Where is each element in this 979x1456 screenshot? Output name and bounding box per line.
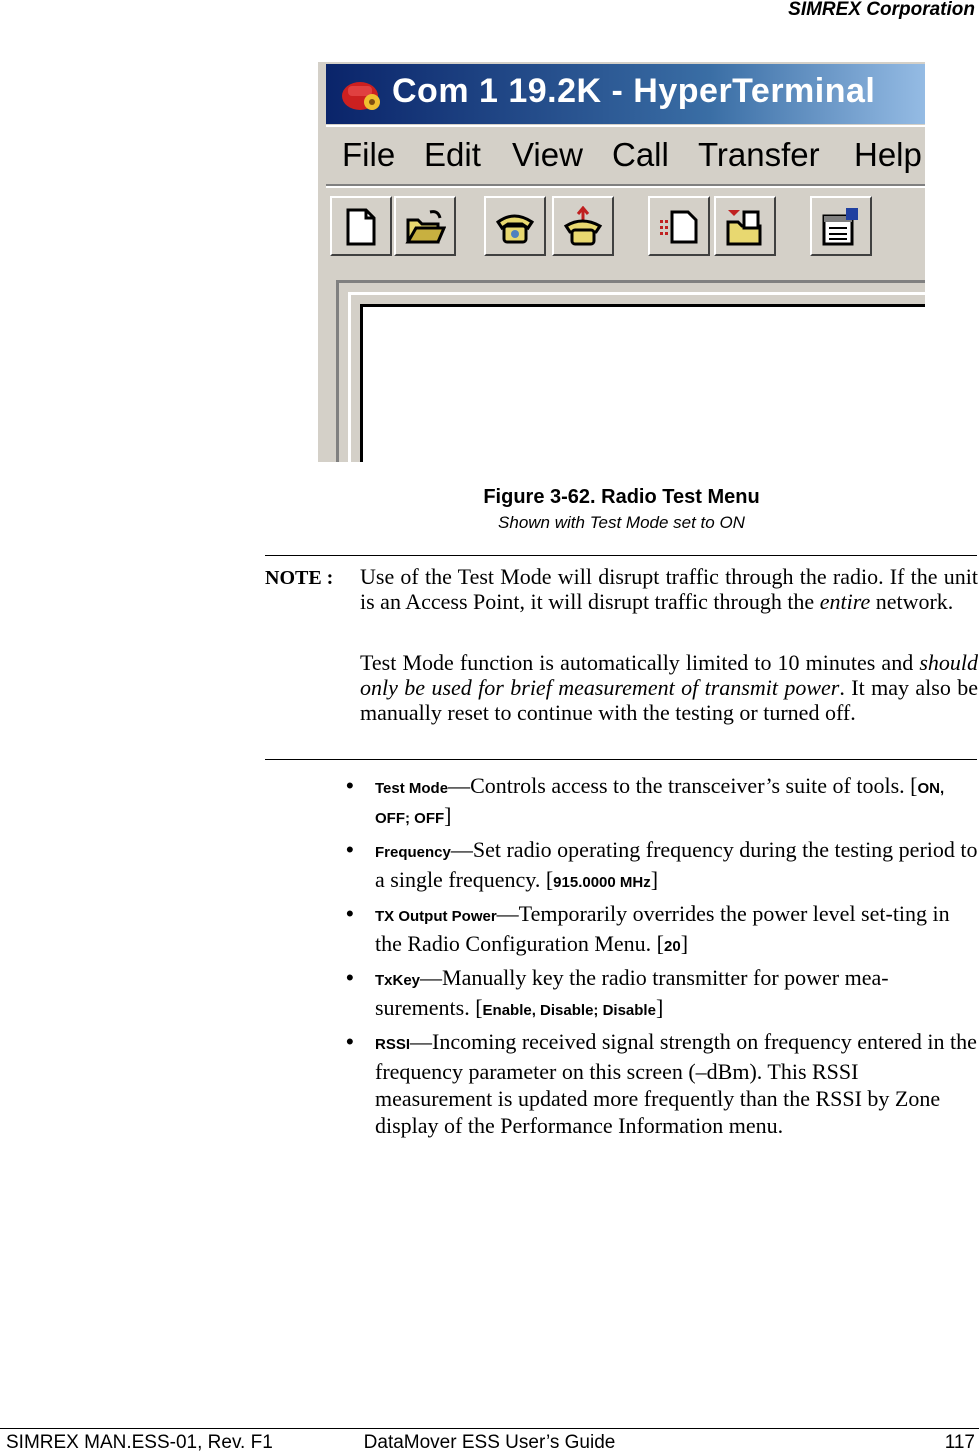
bullet-icon: • bbox=[346, 1029, 354, 1054]
item-term: Test Mode bbox=[375, 780, 449, 797]
menu-bar bbox=[326, 128, 925, 186]
item-text: —Temporarily overrides the power level set-ting in the Radio Configuration Menu. [ bbox=[375, 901, 950, 956]
bullet-icon: • bbox=[346, 965, 354, 990]
menu-transfer[interactable]: Transfer bbox=[698, 136, 820, 173]
item-close: ] bbox=[680, 931, 689, 956]
item-text: —Incoming received signal strength on frequency entered in the frequency parameter on this screen (–dBm). This RSSI measurement is updated more frequently than the RSSI by Zone display of the Performance Information menu. bbox=[375, 1029, 977, 1138]
bullet-icon: • bbox=[346, 901, 354, 926]
page-number: 117 bbox=[944, 1432, 975, 1453]
receive-icon bbox=[724, 206, 766, 248]
phone-dial-icon bbox=[562, 206, 604, 248]
note-p2-tail: . It may also be manually reset to continue with the testing or turned off. bbox=[360, 675, 978, 725]
parameter-list bbox=[340, 772, 978, 1146]
running-header: SIMREX Corporation bbox=[788, 0, 975, 20]
figure-caption-title: Figure 3-62. Radio Test Menu bbox=[483, 486, 760, 508]
note-label: NOTE : bbox=[265, 567, 334, 589]
terminal-area bbox=[326, 272, 925, 462]
menu-view[interactable]: View bbox=[512, 136, 583, 173]
item-close: ] bbox=[650, 867, 659, 892]
receive-button[interactable] bbox=[714, 196, 776, 256]
item-value: 915.0000 MHz bbox=[553, 874, 651, 891]
footer-title: DataMover ESS User’s Guide bbox=[363, 1432, 616, 1453]
item-term: TX Output Power bbox=[375, 908, 497, 925]
properties-icon bbox=[820, 206, 862, 248]
titlebar-divider bbox=[326, 125, 925, 127]
hyperterminal-app-icon bbox=[340, 72, 384, 116]
connect-button[interactable] bbox=[484, 196, 546, 256]
window-titlebar bbox=[326, 64, 925, 124]
item-term: TxKey bbox=[375, 972, 421, 989]
note-p1-emphasis: entire bbox=[819, 589, 871, 614]
toolbar bbox=[326, 192, 925, 262]
open-folder-icon bbox=[404, 206, 446, 248]
item-value: Enable, Disable; Disable bbox=[482, 1002, 656, 1019]
note-p1-text: Use of the Test Mode will disrupt traffic through the radio. If the unit is an Access Point, it will disrupt traffic through the bbox=[360, 564, 978, 614]
item-close: ] bbox=[444, 803, 452, 828]
menubar-divider-light bbox=[326, 186, 925, 188]
menu-help[interactable]: Help bbox=[854, 136, 922, 173]
disconnect-button[interactable] bbox=[552, 196, 614, 256]
menu-file[interactable]: File bbox=[342, 136, 396, 173]
item-text: —Set radio operating frequency during the testing period to a single frequency. [ bbox=[375, 837, 978, 892]
list-item bbox=[340, 964, 978, 1024]
note-p1-tail: network. bbox=[870, 589, 954, 614]
note-paragraph-1 bbox=[360, 564, 978, 614]
open-button[interactable] bbox=[394, 196, 456, 256]
footer-doc-id: SIMREX MAN.ESS-01, Rev. F1 bbox=[6, 1432, 273, 1453]
note-p2-emphasis: should only be used for brief measurement of transmit power bbox=[360, 650, 978, 700]
list-item bbox=[340, 772, 978, 832]
item-term: Frequency bbox=[375, 844, 451, 861]
item-value: 20 bbox=[664, 938, 681, 955]
item-close: ] bbox=[655, 995, 664, 1020]
note-bottom-rule bbox=[265, 759, 977, 760]
list-item bbox=[340, 900, 978, 960]
bullet-icon: • bbox=[346, 773, 354, 798]
bullet-icon: • bbox=[346, 837, 354, 862]
properties-button[interactable] bbox=[810, 196, 872, 256]
new-document-icon bbox=[340, 206, 382, 248]
note-paragraph-2 bbox=[360, 650, 978, 725]
item-term: RSSI bbox=[375, 1036, 411, 1053]
note-top-rule bbox=[265, 555, 977, 556]
window-title: Com 1 19.2K - HyperTerminal bbox=[392, 72, 876, 110]
hyperterminal-screenshot bbox=[318, 62, 925, 462]
figure-caption-subtitle: Shown with Test Mode set to ON bbox=[498, 513, 745, 532]
list-item bbox=[340, 1028, 978, 1142]
send-button[interactable] bbox=[648, 196, 710, 256]
item-text: —Manually key the radio transmitter for power mea-surements. [ bbox=[375, 965, 889, 1020]
new-button[interactable] bbox=[330, 196, 392, 256]
menu-edit[interactable]: Edit bbox=[424, 136, 481, 173]
footer-rule bbox=[0, 1428, 979, 1429]
menu-call[interactable]: Call bbox=[612, 136, 669, 173]
send-icon bbox=[658, 206, 700, 248]
item-text: —Controls access to the transceiver’s suite of tools. [ bbox=[448, 773, 918, 798]
phone-icon bbox=[494, 206, 536, 248]
note-p2-text: Test Mode function is automatically limited to 10 minutes and bbox=[360, 650, 920, 675]
list-item bbox=[340, 836, 978, 896]
terminal-screen[interactable] bbox=[360, 304, 925, 462]
item-value: ON, OFF; OFF bbox=[375, 780, 945, 827]
